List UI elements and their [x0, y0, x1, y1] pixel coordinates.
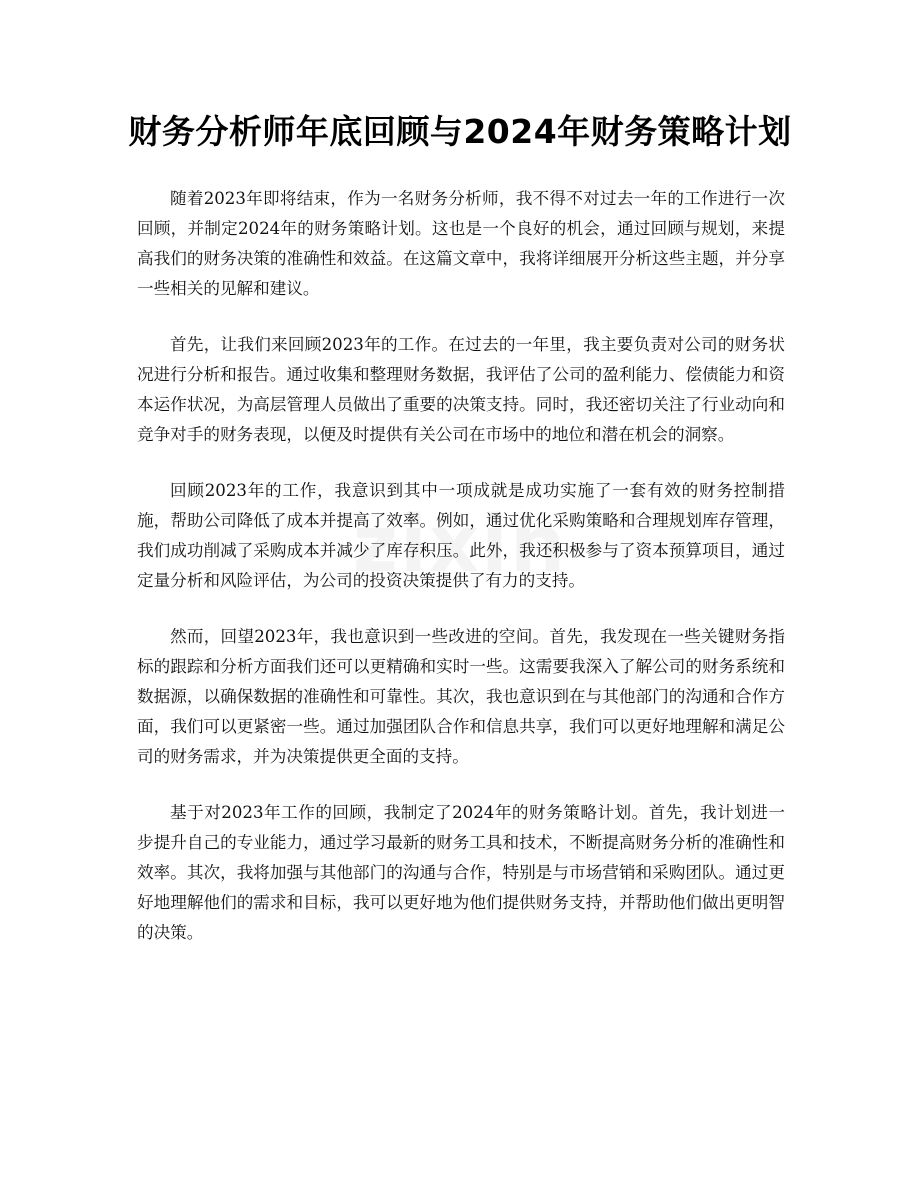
document-body [137, 184, 785, 974]
paragraph-5: 基于对2023年工作的回顾，我制定了2024年的财务策略计划。首先，我计划进一步提升自己的专业能力，通过学习最新的财务工具和技术，不断提高财务分析的准确性和效率。其次，我将加强与其他部门的沟通与合作，特别是与市场营销和采购团队。通过更好地理解他们的需求和目标，我可以更好地为他们提供财务支持，并帮助他们做出更明智的决策。 [137, 803, 785, 942]
paragraph-4: 然而，回望2023年，我也意识到一些改进的空间。首先，我发现在一些关键财务指标的跟踪和分析方面我们还可以更精确和实时一些。这需要我深入了解公司的财务系统和数据源，以确保数据的准确性和可靠性。其次，我也意识到在与其他部门的沟通和合作方面，我们可以更紧密一些。通过加强团队合作和信息共享，我们可以更好地理解和满足公司的财务需求，并为决策提供更全面的支持。 [137, 627, 785, 766]
paragraph-3: 回顾2023年的工作，我意识到其中一项成就是成功实施了一套有效的财务控制措施，帮助公司降低了成本并提高了效率。例如，通过优化采购策略和合理规划库存管理，我们成功削减了采购成本并减少了库存积压。此外，我还积极参与了资本预算项目，通过定量分析和风险评估，为公司的投资决策提供了有力的支持。 [137, 481, 785, 590]
paragraph-1: 随着2023年即将结束，作为一名财务分析师，我不得不对过去一年的工作进行一次回顾，并制定2024年的财务策略计划。这也是一个良好的机会，通过回顾与规划，来提高我们的财务决策的准确性和效益。在这篇文章中，我将详细展开分析这些主题，并分享一些相关的见解和建议。 [137, 189, 785, 298]
document-title: 财务分析师年底回顾与2024年财务策略计划 [128, 112, 792, 151]
paragraph-2: 首先，让我们来回顾2023年的工作。在过去的一年里，我主要负责对公司的财务状况进行分析和报告。通过收集和整理财务数据，我评估了公司的盈利能力、偿债能力和资本运作状况，为高层管理人员做出了重要的决策支持。同时，我还密切关注了行业动向和竞争对手的财务表现，以便及时提供有关公司在市场中的地位和潜在机会的洞察。 [137, 335, 785, 444]
